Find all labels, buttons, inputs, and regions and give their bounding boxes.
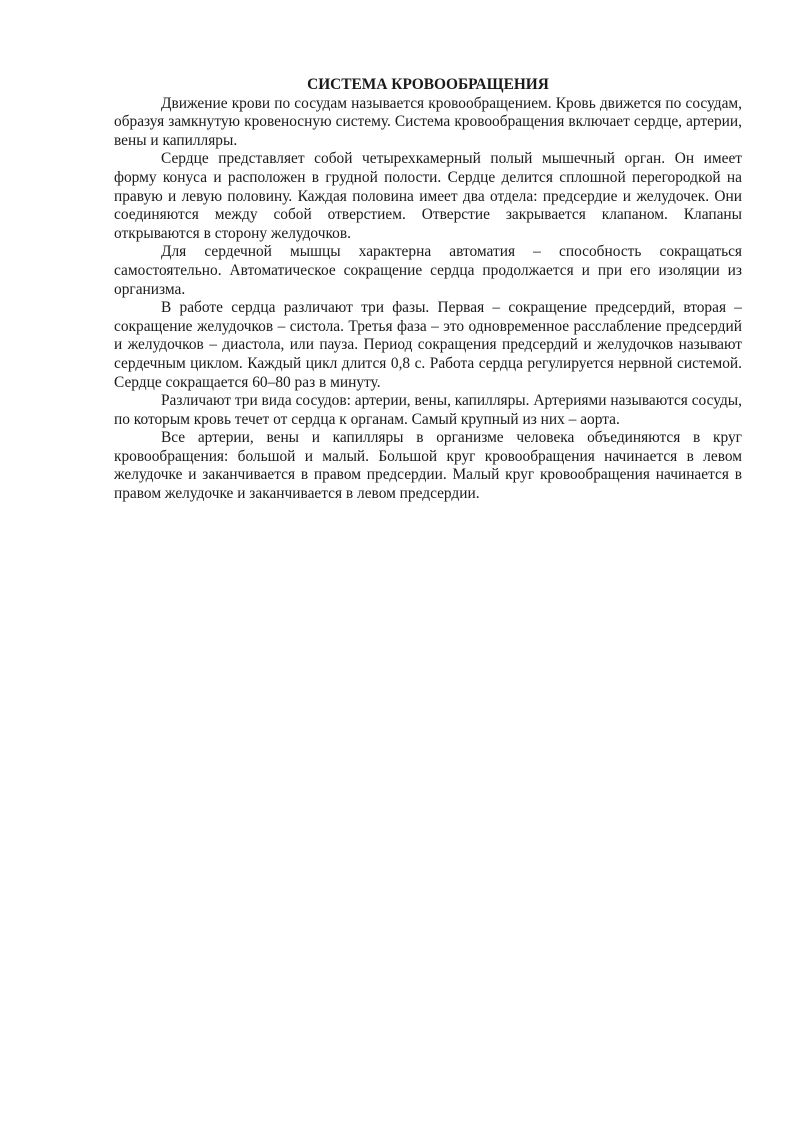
- paragraph-heart-automatism: Для сердечной мышцы характерна автоматия – способность сокращаться самостоятельно. Автоматическое сокращение сердца продолжается и при его изоляции из организма.: [114, 243, 742, 298]
- paragraph-circulation-circles: Все артерии, вены и капилляры в организме человека объединяются в круг кровообращения: большой и малый. Большой круг кровообращения начинается в левом желудочке и заканчивается в правом предсердии. Малый круг кровообращения начинается в правом желудочке и заканчивается в левом предсердии.: [114, 429, 742, 503]
- paragraph-vessel-types: Различают три вида сосудов: артерии, вены, капилляры. Артериями называются сосуды, по которым кровь течет от сердца к органам. Самый крупный из них – аорта.: [114, 392, 742, 428]
- document-title: СИСТЕМА КРОВООБРАЩЕНИЯ: [307, 76, 549, 93]
- paragraph-heart-structure: Сердце представляет собой четырехкамерный полый мышечный орган. Он имеет форму конуса и расположен в грудной полости. Сердце делится сплошной перегородкой на правую и левую половину. Каждая половина имеет два отдела: предсердие и желудочек. Они соединяются между собой отверстием. Отверстие закрывается клапаном. Клапаны открываются в сторону желудочков.: [114, 150, 742, 242]
- paragraph-blood-circulation-intro: Движение крови по сосудам называется кровообращением. Кровь движется по сосудам, образуя замкнутую кровеносную систему. Система кровообращения включает сердце, артерии, вены и капилляры.: [114, 94, 742, 149]
- document-page: [114, 76, 742, 504]
- paragraph-cardiac-cycle: В работе сердца различают три фазы. Первая – сокращение предсердий, вторая – сокращение желудочков – систола. Третья фаза – это одновременное расслабление предсердий и желудочков – диастола, или пауза. Период сокращения предсердий и желудочков называют сердечным циклом. Каждый цикл длится 0,8 с. Работа сердца регулируется нервной системой. Сердце сокращается 60–80 раз в минуту.: [114, 299, 742, 391]
